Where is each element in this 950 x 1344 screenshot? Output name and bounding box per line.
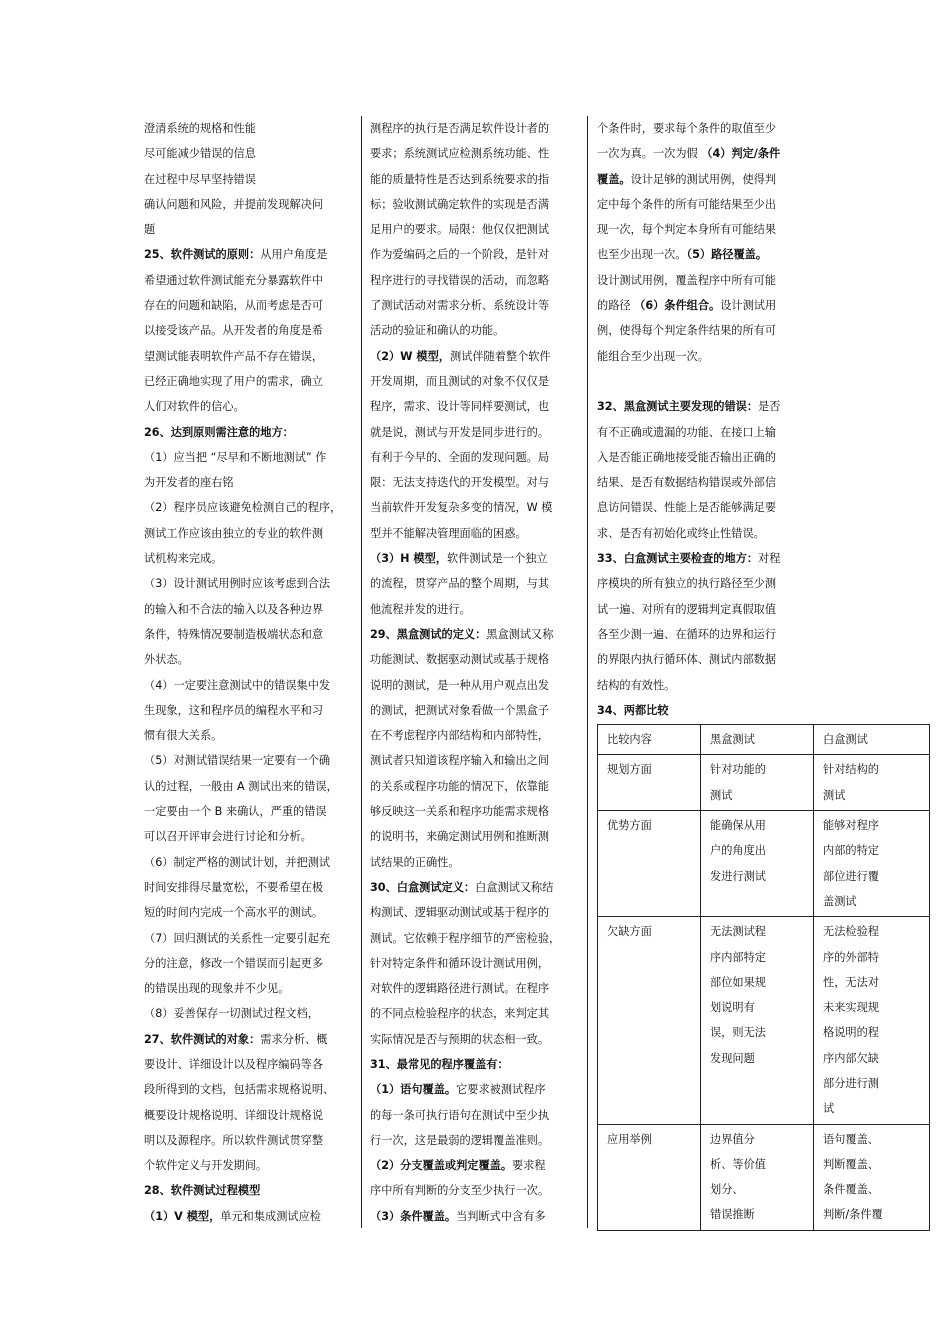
text-span: 从用户角度是: [260, 248, 328, 262]
table-header-cell: 白盒测试: [814, 725, 930, 755]
column-2: [370, 116, 561, 1229]
table-header-row: [598, 725, 930, 755]
heading-text: 26、达到原则需注意的地方：: [144, 425, 294, 439]
text-line: （6）制定严格的测试计划，并把测试: [144, 855, 331, 869]
section-32-heading: 32、黑盒测试主要发现的错误：: [597, 400, 759, 414]
text-line: 就是说，测试与开发是同步进行的。: [370, 425, 550, 439]
section-27-heading: 27、软件测试的对象：: [144, 1032, 261, 1046]
text-line: 个条件时，要求每个条件的取值至少: [597, 122, 777, 135]
text-line: 他流程并发的进行。: [370, 602, 471, 616]
table-cell: 规划方面: [598, 755, 701, 811]
text-line: 结果、是否有数据结构错误或外部信: [597, 476, 777, 490]
text-line: 针对特定条件和循环设计测试用例，: [370, 956, 550, 970]
v-model-heading: （1）V 模型，: [144, 1209, 221, 1223]
text-line: （3）设计测试用例时应该考虑到合法: [144, 577, 331, 591]
text-line: 人们对软件的信心。: [144, 400, 245, 414]
text-line: 以接受该产品。从开发者的角度是希: [144, 324, 324, 338]
section-29-heading: 29、黑盒测试的定义：: [370, 627, 487, 641]
section-34-heading: [597, 698, 775, 723]
table-header-cell: 黑盒测试: [701, 725, 814, 755]
column-1: [144, 116, 342, 1229]
text-line: 外状态。: [144, 653, 189, 667]
text-line: （2）程序员应该避免检测自己的程序，: [144, 501, 342, 515]
text-line: 已经正确地实现了用户的需求，确立: [144, 374, 324, 388]
text-line: 望测试能表明软件产品不存在错误，: [144, 349, 324, 363]
table-row: [598, 1124, 930, 1230]
cell-line: 序的外部特: [823, 950, 879, 964]
section-30: [370, 875, 554, 900]
text-line: 型并不能解决管理面临的困惑。: [370, 526, 527, 540]
coverage-1-heading: （1）语句覆盖。: [370, 1083, 457, 1097]
cell-line: 针对结构的: [823, 763, 879, 777]
text-span: 设计测试用: [720, 299, 777, 313]
heading-text: 28、软件测试过程模型: [144, 1184, 261, 1198]
text-span: 要求程: [512, 1159, 546, 1173]
text-line: （8）妥善保存一切测试过程文档，: [144, 1007, 319, 1021]
comparison-table: [597, 724, 930, 1231]
heading-text: 34、两都比较: [597, 703, 669, 717]
text-line: 澄清系统的规格和性能: [144, 122, 256, 135]
cell-line: 盖测试: [823, 894, 857, 908]
coverage-4-heading: （4）判定/条件: [701, 147, 781, 161]
cell-line: 发进行测试: [710, 869, 766, 883]
text-line: 能组合至少出现一次。: [597, 349, 709, 363]
coverage-2-heading: （2）分支覆盖或判定覆盖。: [370, 1159, 513, 1173]
coverage-6-heading: （6）条件组合。: [634, 299, 721, 313]
text-line: 明以及源程序。所以软件测试贯穿整: [144, 1133, 324, 1147]
text-line: 在不考虑程序内部结构和内部特性，: [370, 729, 550, 743]
text-line: 惯有很大关系。: [144, 729, 223, 743]
text-line: 条件，特殊情况要制造极端状态和意: [144, 627, 324, 641]
cell-line: 测试: [710, 788, 733, 802]
coverage-3-heading: （3）条件覆盖。: [370, 1209, 457, 1223]
text-line: 活动的验证和确认的功能。: [370, 324, 505, 338]
cell-line: 边界值分: [710, 1132, 755, 1146]
text-span: 需求分析、概: [260, 1032, 328, 1046]
text-line: 的不同点检验程序的状态，来判定其: [370, 1007, 550, 1021]
text-line: 有不正确或遗漏的功能、在接口上输: [597, 425, 777, 439]
w-model-heading: （2）W 模型，: [370, 349, 450, 363]
section-32: [597, 394, 781, 419]
text-line: 序中所有判断的分支至少执行一次。: [370, 1184, 550, 1198]
text-span: 单元和集成测试应检: [220, 1209, 321, 1223]
text-line: 概要设计规格说明、详细设计规格说: [144, 1108, 324, 1122]
text-line: 试一遍、对所有的逻辑判定真假取值: [597, 602, 777, 616]
coverage-5-line: [597, 242, 775, 267]
coverage-6-line: [597, 293, 775, 318]
text-line: 生现象，这和程序员的编程水平和习: [144, 703, 324, 717]
text-line: 测程序的执行是否满足软件设计者的: [370, 122, 550, 135]
cell-line: 内部的特定: [823, 844, 879, 858]
text-span: 也至少出现一次。: [597, 248, 687, 262]
text-line: 定中每个条件的所有可能结果至少出: [597, 197, 777, 211]
table-header-cell: 比较内容: [598, 725, 701, 755]
cell-line: 序内部欠缺: [823, 1051, 879, 1065]
text-line: 标；验收测试确定软件的实现是否满: [370, 197, 550, 211]
text-line: 可以召开评审会进行讨论和分析。: [144, 830, 312, 844]
section-31-heading: [370, 1052, 548, 1077]
table-cell: [814, 755, 930, 811]
text-line: 存在的问题和缺陷，从而考虑是否可: [144, 299, 324, 313]
table-row: [598, 755, 930, 811]
cell-line: 格说明的程: [823, 1026, 879, 1040]
cell-line: 无法测试程: [710, 925, 766, 939]
cell-line: 部分进行测: [823, 1076, 879, 1090]
table-cell: [814, 917, 930, 1124]
cell-line: 针对功能的: [710, 763, 766, 777]
w-model-line: [370, 344, 551, 369]
cell-line: 能够对程序: [823, 819, 879, 833]
text-line: 试机构来完成。: [144, 552, 223, 566]
coverage-3-line: [370, 1204, 548, 1229]
section-33: [597, 546, 781, 571]
text-line: 段所得到的文档，包括需求规格说明、: [144, 1083, 335, 1097]
text-span: 当判断式中含有多: [456, 1209, 546, 1223]
text-line: 认的过程，一般由 A 测试出来的错误，: [144, 779, 338, 793]
cell-line: 判断覆盖、: [823, 1157, 879, 1171]
section-29: [370, 622, 554, 647]
text-line: 各至少测一遍、在循环的边界和运行: [597, 627, 777, 641]
cell-line: 试: [823, 1102, 835, 1116]
text-line: 说明的测试，是一种从用户观点出发: [370, 678, 550, 692]
section-30-heading: 30、白盒测试定义：: [370, 880, 476, 894]
text-line: 试结果的正确性。: [370, 855, 460, 869]
cell-line: 部位如果规: [710, 975, 766, 989]
cell-line: 条件覆盖、: [823, 1183, 879, 1197]
text-line: 确认问题和风险，并提前发现解决问: [144, 197, 324, 211]
table-cell: 优势方面: [598, 811, 701, 917]
text-line: 够反映这一关系和程序功能需求规格: [370, 805, 550, 819]
coverage-2-line: [370, 1153, 548, 1178]
text-line: 设计测试用例，覆盖程序中所有可能: [597, 273, 777, 287]
text-line: 的测试，把测试对象看做一个黑盒子: [370, 703, 550, 717]
text-line: 例，使得每个判定条件结果的所有可: [597, 324, 777, 338]
text-line: （4）一定要注意测试中的错误集中发: [144, 678, 331, 692]
coverage-4-line: [597, 141, 781, 166]
text-line: 为开发者的座右铭: [144, 476, 234, 490]
table-row: [598, 917, 930, 1124]
text-line: 构测试、逻辑驱动测试或基于程序的: [370, 906, 550, 920]
section-26-heading: [144, 420, 322, 445]
cell-line: 无法检验程: [823, 925, 879, 939]
h-model-heading: （3）H 模型，: [370, 552, 447, 566]
text-line: 行一次，这是最弱的逻辑覆盖准则。: [370, 1133, 550, 1147]
blank-line: [597, 369, 775, 394]
text-line: 一定要由一个 B 来确认，严重的错误: [144, 805, 327, 819]
text-line: 程序，需求、设计等同样要测试，也: [370, 400, 550, 414]
text-line: 了测试活动对需求分析、系统设计等: [370, 299, 550, 313]
text-span: 一次为真。一次为假: [597, 147, 702, 161]
text-line: 现一次，每个判定本身所有可能结果: [597, 223, 777, 237]
text-span: 是否: [758, 400, 781, 414]
table-cell: [701, 1124, 814, 1230]
text-line: 的错误出现的现象并不少见。: [144, 982, 290, 996]
cell-line: 户的角度出: [710, 844, 766, 858]
text-line: 在过程中尽早坚持错误: [144, 172, 256, 186]
text-line: 当前软件开发复杂多变的情况，W 模: [370, 501, 553, 515]
text-line: 分的注意，修改一个错误而引起更多: [144, 956, 324, 970]
text-line: 有利于今早的、全面的发现问题。局: [370, 450, 550, 464]
text-line: 的每一条可执行语句在测试中至少执: [370, 1108, 550, 1122]
text-line: 的关系或程序功能的情况下，依靠能: [370, 779, 550, 793]
table-cell: [701, 755, 814, 811]
cell-line: 序内部特定: [710, 950, 766, 964]
cell-line: 语句覆盖、: [823, 1132, 879, 1146]
text-span: 的路径: [597, 299, 635, 313]
text-line: 时间安排得尽量宽松，不要希望在极: [144, 880, 324, 894]
text-line: （1）应当把 “尽早和不断地测试” 作: [144, 450, 327, 464]
text-span: 设计足够的测试用例，使得判: [630, 172, 777, 186]
text-line: （7）回归测试的关系性一定要引起充: [144, 931, 331, 945]
text-line: 测试。它依赖于程序细节的严密检验，: [370, 931, 561, 945]
table-cell: [814, 811, 930, 917]
text-line: 尽可能减少错误的信息: [144, 147, 256, 161]
text-line: 的流程，贯穿产品的整个周期，与其: [370, 577, 550, 591]
section-33-heading: 33、白盒测试主要检查的地方：: [597, 552, 759, 566]
section-28-heading: [144, 1178, 322, 1203]
text-line: （5）对测试错误结果一定要有一个确: [144, 754, 331, 768]
text-line: 测试者只知道该程序输入和输出之间: [370, 754, 550, 768]
column-3: [597, 116, 883, 1231]
text-line: 短的时间内完成一个高水平的测试。: [144, 906, 324, 920]
text-line: 的界限内执行循环体、测试内部数据: [597, 653, 777, 667]
cell-line: 判断/条件覆: [823, 1208, 883, 1222]
text-line: 程序进行的寻找错误的活动，而忽略: [370, 273, 550, 287]
cell-line: 析、等价值: [710, 1157, 766, 1171]
text-span: 黑盒测试又称: [486, 627, 554, 641]
text-span: 测试伴随着整个软件: [449, 349, 551, 363]
text-line: 入是否能正确地接受能否输出正确的: [597, 450, 777, 464]
text-line: 对软件的逻辑路径进行测试。在程序: [370, 982, 550, 996]
section-25: [144, 242, 328, 267]
coverage-5-heading: （5）路径覆盖。: [686, 248, 768, 262]
column-divider-right: [587, 116, 588, 1228]
coverage-1-line: [370, 1077, 548, 1102]
text-line: 作为爱编码之后的一个阶段，是针对: [370, 248, 550, 262]
text-line: 实际情况是否与预期的状态相一致。: [370, 1032, 550, 1046]
text-line: 开发周期，而且测试的对象不仅仅是: [370, 374, 550, 388]
text-line: 求、是否有初始化或终止性错误。: [597, 526, 765, 540]
text-span: 对程: [758, 552, 781, 566]
text-span: 软件测试是一个独立: [446, 552, 548, 566]
text-line: 序模块的所有独立的执行路径至少测: [597, 577, 777, 591]
cell-line: 错误推断: [710, 1208, 755, 1222]
cell-line: 划说明有: [710, 1001, 755, 1015]
cell-line: 误，则无法: [710, 1026, 766, 1040]
text-span: 白盒测试又称结: [475, 880, 554, 894]
table-cell: [701, 811, 814, 917]
column-divider-left: [361, 116, 362, 1228]
cell-line: 能确保从用: [710, 819, 766, 833]
text-line: 测试工作应该由独立的专业的软件测: [144, 526, 324, 540]
section-25-heading: 25、软件测试的原则：: [144, 248, 261, 262]
text-line: 的说明书，来确定测试用例和推断测: [370, 830, 550, 844]
heading-text: 31、最常见的程序覆盖有：: [370, 1057, 509, 1071]
text-line: 结构的有效性。: [597, 678, 676, 692]
cell-line: 划分、: [710, 1183, 744, 1197]
text-line: 要求；系统测试应检测系统功能、性: [370, 147, 550, 161]
text-line: 功能测试、数据驱动测试或基于规格: [370, 653, 550, 667]
text-line: 限：无法支持迭代的开发模型。对与: [370, 476, 550, 490]
text-line: 希望通过软件测试能充分暴露软件中: [144, 273, 324, 287]
h-model-line: [370, 546, 548, 571]
text-line: 要设计、详细设计以及程序编码等各: [144, 1057, 324, 1071]
text-span: 它要求被测试程序: [456, 1083, 546, 1097]
table-cell: [701, 917, 814, 1124]
cell-line: 未来实现规: [823, 1001, 879, 1015]
text-line: 题: [144, 223, 156, 237]
v-model-line: [144, 1204, 322, 1229]
table-cell: 应用举例: [598, 1124, 701, 1230]
table-cell: 欠缺方面: [598, 917, 701, 1124]
coverage-4-heading-cont: 覆盖。: [597, 172, 631, 186]
text-line: 的输入和不合法的输入以及各种边界: [144, 602, 324, 616]
cell-line: 部位进行覆: [823, 869, 879, 883]
text-line: 个软件定义与开发期间。: [144, 1159, 268, 1173]
section-27: [144, 1027, 328, 1052]
cell-line: 发现问题: [710, 1051, 755, 1065]
table-row: [598, 811, 930, 917]
text-line: 足用户的要求。局限：他仅仅把测试: [370, 223, 550, 237]
cell-line: 性，无法对: [823, 975, 879, 989]
table-cell: [814, 1124, 930, 1230]
text-line: 息访问错误、性能上是否能够满足要: [597, 501, 777, 515]
coverage-4-line-2: [597, 167, 775, 192]
text-line: 能的质量特性是否达到系统要求的指: [370, 172, 550, 186]
cell-line: 测试: [823, 788, 846, 802]
